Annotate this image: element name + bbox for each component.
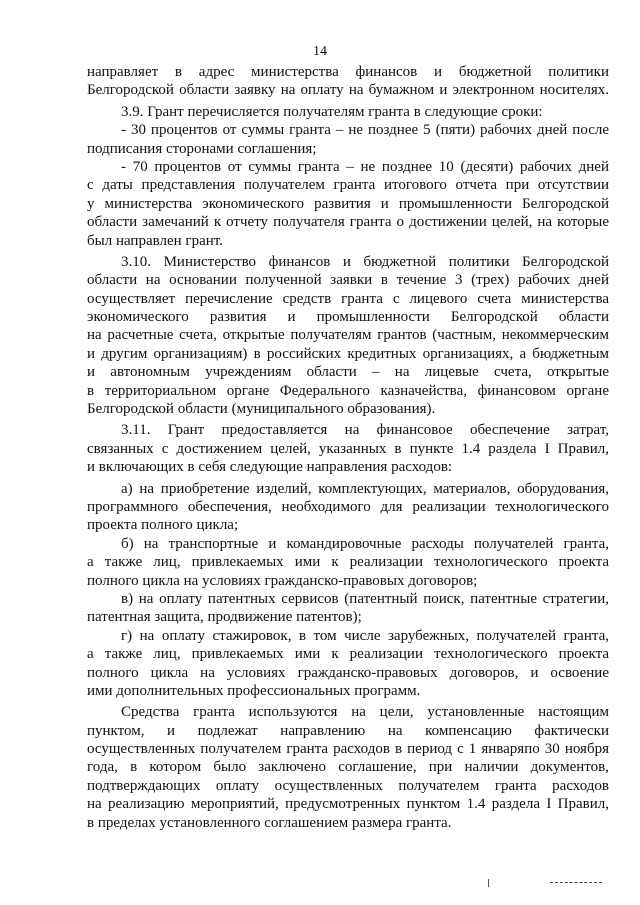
text-line: в) на оплату патентных сервисов (патентный поиск, патентные стратегии, [121, 590, 609, 607]
text-line: и автономным учреждениям области – на лицевые счета, открытые [87, 364, 609, 381]
text-line: в территориальном органе Федерального казначейства, финансовом органе [87, 382, 609, 399]
text-line: области на основании полученной заявки в течение 3 (трех) рабочих дней [87, 272, 609, 289]
text-line: полного цикла на условиях гражданско-правовых договоров, и освоение [87, 664, 609, 681]
page-number: 14 [313, 44, 327, 59]
text-line: с даты представления получателем гранта итогового отчета при отсутствии [87, 177, 609, 194]
text-line: экономического развития и промышленности Белгородской области [87, 309, 609, 326]
text-line: а также лиц, привлекаемых ими к реализации технологического проекта [87, 554, 609, 571]
text-line: патентная защита, продвижение патентов); [87, 609, 362, 626]
text-line: подтверждающих оплату осуществленных получателем гранта расходов [87, 777, 609, 794]
text-line: и другим организациям) в российских кредитных организациях, а бюджетным [87, 345, 609, 362]
document-body [87, 63, 609, 832]
text-line: у министерства экономического развития и промышленности Белгородской [87, 195, 609, 212]
text-line: связанных с достижением целей, указанных в пункте 1.4 раздела I Правил, [87, 440, 609, 457]
text-line: 3.10. Министерство финансов и бюджетной политики Белгородской [121, 253, 609, 270]
text-line: 3.9. Грант перечисляется получателям гранта в следующие сроки: [121, 103, 543, 120]
text-line: на реализацию мероприятий, предусмотренных пунктом 1.4 раздела I Правил, [87, 796, 609, 813]
text-line: - 30 процентов от суммы гранта – не позднее 5 (пяти) рабочих дней после [121, 122, 609, 139]
text-line: был направлен грант. [87, 232, 223, 249]
text-line: ими дополнительных профессиональных программ. [87, 682, 421, 699]
text-line: а) на приобретение изделий, комплектующих, материалов, оборудования, [121, 480, 609, 497]
text-line: 3.11. Грант предоставляется на финансовое обеспечение затрат, [121, 422, 609, 439]
text-line: на расчетные счета, открытые получателям грантов (частным, некоммерческим [87, 327, 609, 344]
scan-mark [550, 880, 602, 883]
text-line: направляет в адрес министерства финансов и бюджетной политики [87, 64, 609, 80]
text-line: Средства гранта используются на цели, установленные настоящим [121, 704, 609, 721]
text-line: б) на транспортные и командировочные расходы получателей гранта, [121, 535, 609, 552]
text-line: - 70 процентов от суммы гранта – не позднее 10 (десяти) рабочих дней [121, 158, 609, 175]
text-line: а также лиц, привлекаемых ими к реализации технологического проекта [87, 646, 609, 663]
text-line: Белгородской области (муниципального образования). [87, 401, 436, 418]
text-line: в пределах установленного соглашением размера гранта. [87, 814, 452, 831]
text-line: пунктом, и подлежат направлению на компенсацию фактически [87, 722, 609, 739]
text-line: года, в котором было заключено соглашение, при наличии документов, [87, 759, 609, 776]
text-line: осуществляет перечисление средств гранта с лицевого счета министерства [87, 290, 609, 307]
text-line: осуществленных получателем гранта расходов в период с 1 январяпо 30 ноября [87, 741, 609, 758]
text-line: полного цикла на условиях гражданско-правовых договоров; [87, 572, 478, 589]
text-line: программного обеспечения, необходимого для реализации технологического [87, 498, 609, 515]
text-line: и включающих в себя следующие направления расходов: [87, 459, 453, 476]
text-line: области замечаний к отчету получателя гранта о достижении целей, на которые [87, 214, 609, 231]
text-line: г) на оплату стажировок, в том числе зарубежных, получателей гранта, [121, 627, 609, 644]
scan-mark [488, 879, 489, 887]
text-line: Белгородской области заявку на оплату на бумажном и электронном носителях. [87, 82, 609, 99]
text-line: подписания сторонами соглашения; [87, 140, 317, 157]
text-line: проекта полного цикла; [87, 517, 239, 534]
